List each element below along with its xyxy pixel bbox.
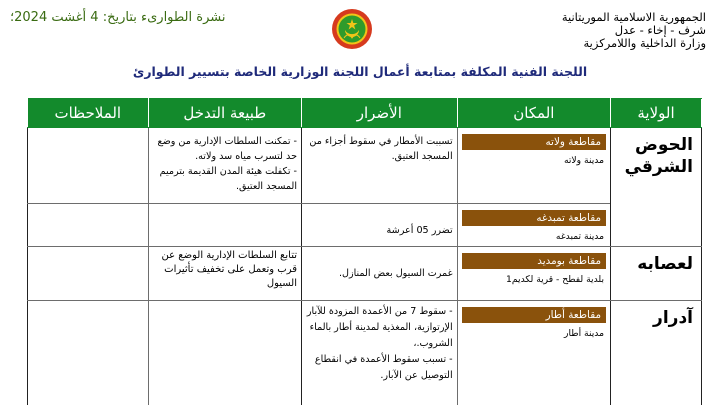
bulletin-date: نشرة الطوارىء بتاريخ: 4 أغشت 2024؛ — [10, 10, 226, 25]
place-cell — [457, 128, 610, 204]
notes-cell — [28, 301, 149, 405]
notes-cell — [28, 128, 149, 204]
col-header-intervention: طبيعة التدخل — [148, 99, 301, 128]
col-header-place: المكان — [457, 99, 610, 128]
table-row — [28, 301, 702, 405]
emergency-report-table — [27, 98, 702, 405]
damage-cell: تضرر 05 أعرشة — [302, 204, 458, 247]
damage-cell: - سقوط 7 من الأعمدة المزودة للآبار الإرتوازية، المغذية لمدينة أطار بالماء الشروب.، - تسبب سقوط الأعمدة في انقطاع التوصيل عن الآبار. — [302, 301, 458, 405]
table-row — [28, 204, 702, 247]
country-name: الجمهورية الاسلامية الموريتانية — [561, 10, 706, 24]
place-cell — [457, 204, 610, 247]
table-row — [28, 247, 702, 301]
place-cell — [457, 301, 610, 405]
national-motto: شرف - إخاء - عدل — [614, 23, 706, 37]
col-header-damage: الأضرار — [302, 99, 458, 128]
damage-cell: غمرت السيول بعض المنازل. — [302, 247, 458, 301]
moughataa-label: مقاطعة ولاته — [462, 134, 606, 150]
city-label: مدينة أطار — [564, 328, 605, 339]
city-label: مدينة ولاته — [563, 155, 605, 166]
intervention-cell: - تمكنت السلطات الإدارية من وضع حد لتسرب مياه سد ولاته. - تكفلت هيئة المدن القديمة بترميم المسجد العتيق. — [148, 128, 301, 204]
moughataa-label: مقاطعة تمبدغه — [462, 210, 606, 226]
city-label: بلدية لفطح - قرية لكديم1 — [506, 274, 605, 285]
col-header-wilaya: الولاية — [611, 99, 702, 128]
moughataa-label: مقاطعة بومديد — [462, 253, 606, 269]
wilaya-cell: آدرار — [611, 301, 702, 405]
intervention-cell — [148, 204, 301, 247]
ministry-name: وزارة الداخلية واللامركزية — [583, 36, 706, 50]
ministry-header — [486, 11, 706, 50]
wilaya-cell: الحوض الشرقي — [611, 128, 702, 247]
table-header-row — [28, 99, 702, 128]
notes-cell — [28, 247, 149, 301]
col-header-notes: الملاحظات — [28, 99, 149, 128]
table-row — [28, 128, 702, 204]
notes-cell — [28, 204, 149, 247]
damage-cell: تسببت الأمطار في سقوط أجزاء من المسجد العتيق. — [302, 128, 458, 204]
city-label: مدينة تمبدغه — [555, 231, 605, 242]
moughataa-label: مقاطعة أطار — [462, 307, 606, 323]
intervention-cell: تتابع السلطات الإدارية الوضع عن قرب وتعمل على تخفيف تأثيرات السيول — [148, 247, 301, 301]
committee-title: اللجنة الفنية المكلفة بمتابعة أعمال اللجنة الوزارية الخاصة بتسيير الطوارئ — [132, 64, 588, 79]
wilaya-cell: لعصابه — [611, 247, 702, 301]
place-cell — [457, 247, 610, 301]
national-seal-logo-icon — [331, 8, 373, 50]
intervention-cell — [148, 301, 301, 405]
